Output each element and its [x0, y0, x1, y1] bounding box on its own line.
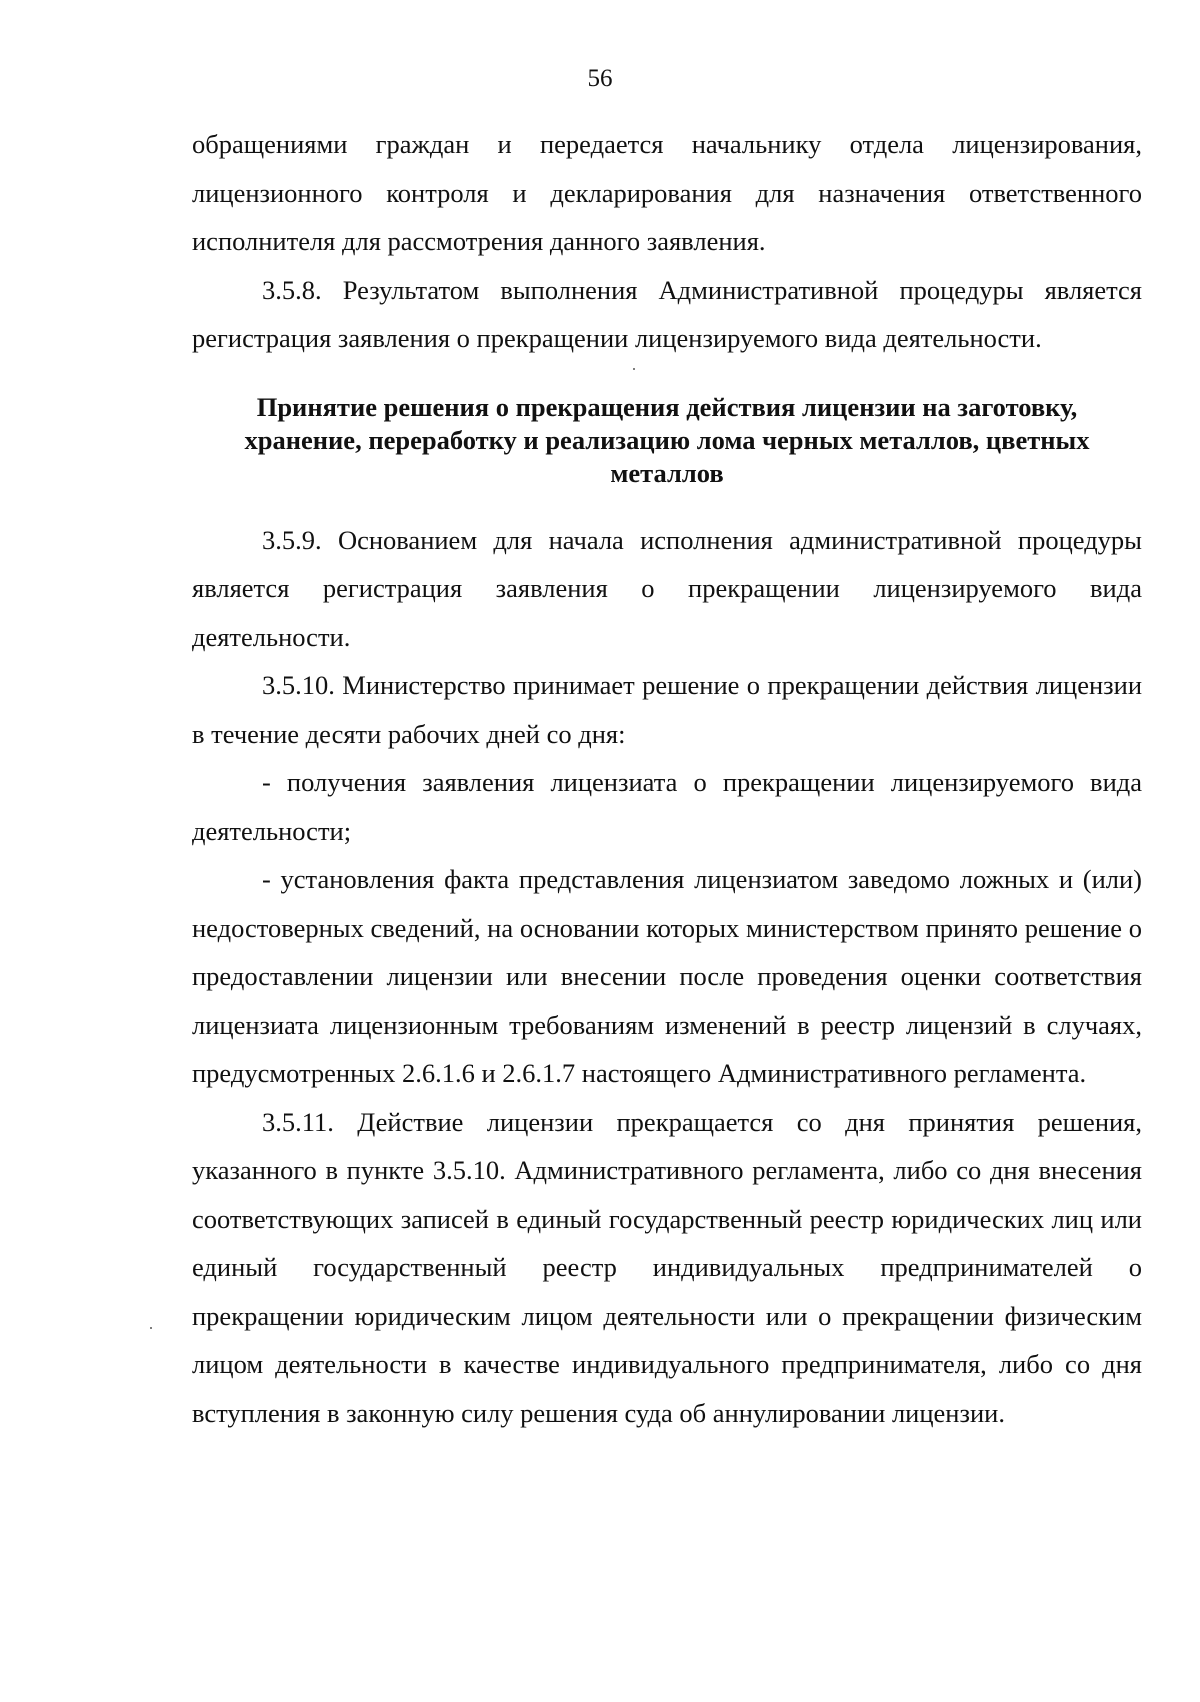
list-item-false-info: - установления факта представления лицензиатом заведомо ложных и (или) недостоверных сведений, на основании которых министерством принято решение о предоставлении лицензии или внесении после проведения оценки соответствия лицензиата лицензионным требованиям изменений в реестр лицензий в случаях, предусмотренных 2.6.1.6 и 2.6.1.7 настоящего Административного регламента. — [192, 864, 1142, 1088]
paragraph-3-5-9: 3.5.9. Основанием для начала исполнения административной процедуры является регистрация заявления о прекращении лицензируемого вида деятельности. — [192, 524, 1142, 652]
paragraph-3-5-10: 3.5.10. Министерство принимает решение о прекращении действия лицензии в течение десяти рабочих дней со дня: — [192, 670, 1142, 749]
scan-speck — [633, 368, 635, 370]
list-item-receipt: - получения заявления лицензиата о прекращении лицензируемого вида деятельности; — [192, 767, 1142, 846]
paragraph-3-5-11: 3.5.11. Действие лицензии прекращается со дня принятия решения, указанного в пункте 3.5.10. Административного регламента, либо со дня внесения соответствующих записей в единый государственный реестр юридических лиц или единый государственный реестр индивидуальных предпринимателей о прекращении юридическим лицом деятельности или о прекращении физическим лицом деятельности в качестве индивидуального предпринимателя, либо со дня вступления в законную силу решения суда об аннулировании лицензии. — [192, 1106, 1142, 1428]
section-heading: Принятие решения о прекращения действия лицензии на заготовку, хранение, переработку и реализацию лома черных металлов, цветных металлов — [244, 391, 1090, 488]
document-body — [192, 120, 1142, 1437]
page-number: 56 — [587, 65, 613, 92]
paragraph-3-5-8: 3.5.8. Результатом выполнения Административной процедуры является регистрация заявления о прекращении лицензируемого вида деятельности. — [192, 274, 1142, 353]
scan-speck — [150, 1327, 152, 1329]
paragraph-continuation: обращениями граждан и передается начальнику отдела лицензирования, лицензионного контроля и декларирования для назначения ответственного исполнителя для рассмотрения данного заявления. — [192, 129, 1142, 256]
